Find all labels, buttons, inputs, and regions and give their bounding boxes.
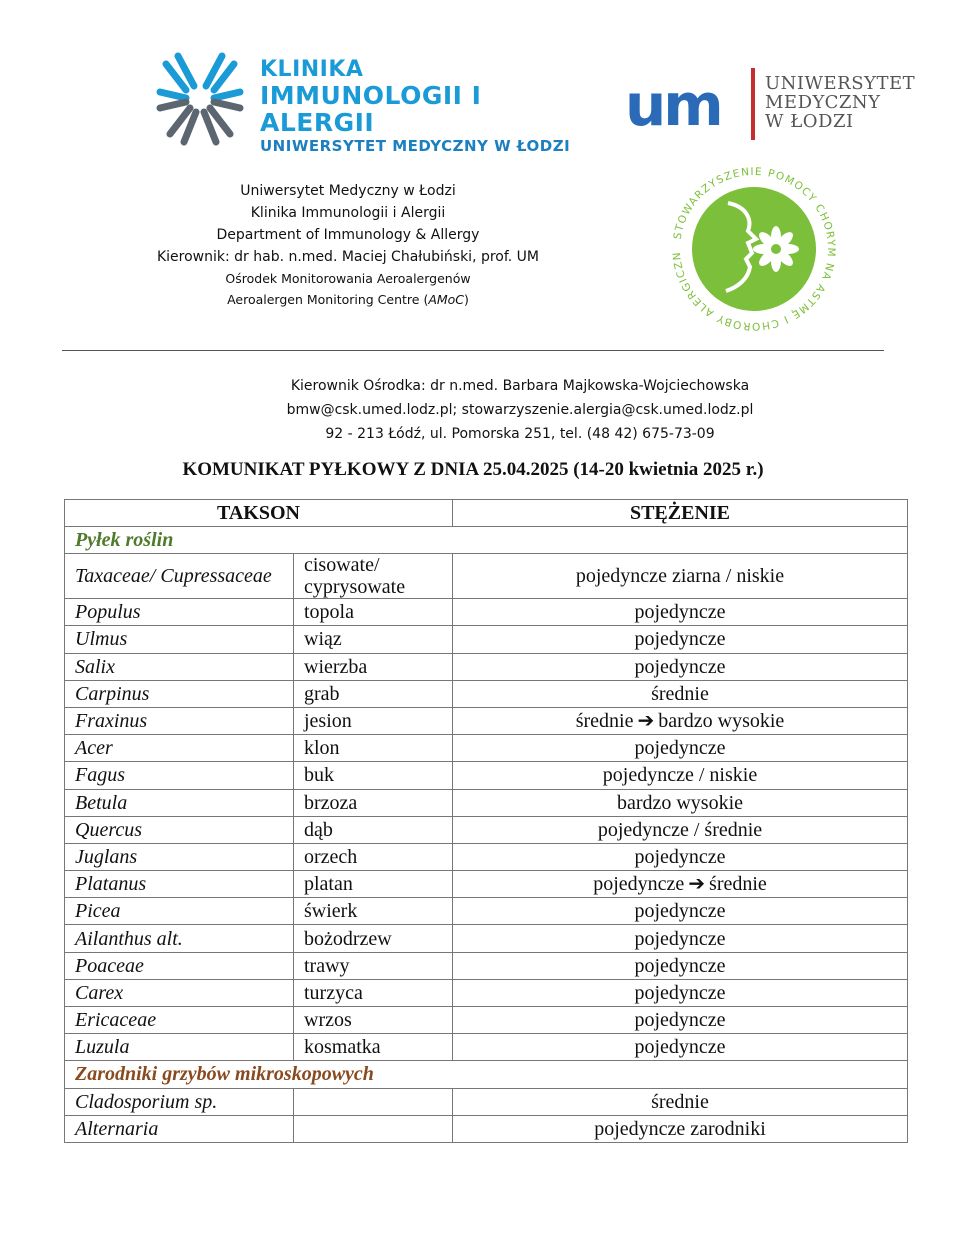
cell-latin: Populus: [65, 599, 294, 626]
table-row: [65, 1034, 908, 1061]
cell-latin: Acer: [65, 735, 294, 762]
arrow-right-icon: ➔: [688, 873, 706, 896]
info-line6-prefix: Aeroalergen Monitoring Centre (: [227, 292, 429, 307]
association-seal: [668, 163, 840, 335]
cell-level: pojedyncze / niskie: [453, 762, 908, 789]
cell-polish: świerk: [294, 898, 453, 925]
contact-address: 92 - 213 Łódź, ul. Pomorska 251, tel. (48 42) 675-73-09: [325, 426, 715, 442]
cell-polish: topola: [294, 599, 453, 626]
cell-latin: Carex: [65, 979, 294, 1006]
cell-latin: Quercus: [65, 816, 294, 843]
table-row: [65, 816, 908, 843]
table-header-row: [65, 500, 908, 527]
section-label-fungi: Zarodniki grzybów mikroskopowych: [65, 1061, 908, 1088]
contact-info: [250, 374, 790, 446]
pollen-table: [64, 499, 908, 1143]
cell-polish: orzech: [294, 843, 453, 870]
cell-latin: Betula: [65, 789, 294, 816]
table-row: [65, 1007, 908, 1034]
cell-level: pojedyncze: [453, 626, 908, 653]
um-divider: [751, 68, 755, 140]
table-row: [65, 554, 908, 599]
cell-latin: Picea: [65, 898, 294, 925]
cell-polish: trawy: [294, 952, 453, 979]
cell-polish: [294, 1115, 453, 1142]
cell-polish: jesion: [294, 707, 453, 734]
cell-level: pojedyncze: [453, 1007, 908, 1034]
cell-polish: dąb: [294, 816, 453, 843]
header-concentration: STĘŻENIE: [453, 500, 908, 527]
table-row: [65, 843, 908, 870]
table-row: [65, 680, 908, 707]
cell-polish: grab: [294, 680, 453, 707]
cell-latin: Salix: [65, 653, 294, 680]
cell-level: pojedyncze: [453, 735, 908, 762]
klinika-logo-line2: IMMUNOLOGII I ALERGII: [260, 81, 482, 137]
cell-latin: Fraxinus: [65, 707, 294, 734]
cell-level: średnie: [453, 680, 908, 707]
table-row: [65, 1088, 908, 1115]
cell-polish: kosmatka: [294, 1034, 453, 1061]
cell-polish: wiąz: [294, 626, 453, 653]
cell-level: pojedyncze: [453, 653, 908, 680]
table-row: [65, 789, 908, 816]
cell-latin: Ulmus: [65, 626, 294, 653]
info-line4: Kierownik: dr hab. n.med. Maciej Chałubiński, prof. UM: [156, 249, 540, 265]
table-row: [65, 898, 908, 925]
cell-polish: buk: [294, 762, 453, 789]
table-row: [65, 762, 908, 789]
cell-level: pojedyncze: [453, 599, 908, 626]
page-title: KOMUNIKAT PYŁKOWY Z DNIA 25.04.2025 (14-20 kwietnia 2025 r.): [182, 459, 764, 480]
table-row: [65, 735, 908, 762]
cell-latin: Ericaceae: [65, 1007, 294, 1034]
um-logo-line2: MEDYCZNY: [765, 92, 881, 113]
klinika-logo: [150, 48, 590, 155]
table-row: [65, 925, 908, 952]
section-row-fungi: [65, 1061, 908, 1088]
cell-latin: Carpinus: [65, 680, 294, 707]
level-from: pojedyncze: [593, 873, 685, 896]
level-to: średnie: [709, 873, 767, 896]
institution-info: [120, 180, 576, 310]
klinika-logo-line1: KLINIKA: [260, 57, 364, 82]
cell-level: pojedyncze: [453, 925, 908, 952]
cell-level: pojedyncze / średnie: [453, 816, 908, 843]
klinika-logo-line3: UNIWERSYTET MEDYCZNY W ŁODZI: [260, 137, 571, 155]
table-row: [65, 952, 908, 979]
cell-polish: klon: [294, 735, 453, 762]
info-line2: Klinika Immunologii i Alergii: [250, 205, 446, 221]
info-line6-suffix: ): [464, 292, 469, 307]
cell-latin: Luzula: [65, 1034, 294, 1061]
cell-level: pojedyncze: [453, 843, 908, 870]
table-row: [65, 1115, 908, 1142]
table-row: [65, 653, 908, 680]
header-taxon: TAKSON: [65, 500, 453, 527]
cell-level: pojedyncze: [453, 898, 908, 925]
info-line5: Ośrodek Monitorowania Aeroalergenów: [225, 271, 471, 286]
info-line1: Uniwersytet Medyczny w Łodzi: [240, 183, 456, 199]
section-label-pollen: Pyłek roślin: [65, 527, 908, 554]
cell-level: pojedyncze: [453, 1034, 908, 1061]
cell-polish: [294, 1088, 453, 1115]
cell-level: bardzo wysokie: [453, 789, 908, 816]
cell-level: pojedyncze ziarna / niskie: [453, 554, 908, 599]
cell-latin: Fagus: [65, 762, 294, 789]
cell-latin: Taxaceae/ Cupressaceae: [65, 554, 294, 599]
cell-latin: Alternaria: [65, 1115, 294, 1142]
cell-polish: turzyca: [294, 979, 453, 1006]
cell-level: [453, 707, 908, 734]
cell-polish: wierzba: [294, 653, 453, 680]
um-logo: [625, 68, 935, 140]
cell-polish: bożodrzew: [294, 925, 453, 952]
seal-text: STOWARZYSZENIE POMOCY CHORYM NA ASTMĘ I CHOROBY ALERGICZN: [670, 165, 838, 333]
um-logo-line3: W ŁODZI: [765, 111, 854, 132]
cell-level: pojedyncze: [453, 979, 908, 1006]
snowflake-allergy-icon: [150, 48, 250, 148]
info-line3: Department of Immunology & Allergy: [216, 227, 480, 243]
table-row: [65, 626, 908, 653]
info-line6: [120, 289, 576, 310]
cell-polish: cisowate/ cyprysowate: [294, 554, 453, 599]
contact-director: Kierownik Ośrodka: dr n.med. Barbara Majkowska-Wojciechowska: [290, 378, 750, 394]
cell-level: średnie: [453, 1088, 908, 1115]
cell-polish: platan: [294, 871, 453, 898]
cell-latin: Poaceae: [65, 952, 294, 979]
table-row: [65, 871, 908, 898]
cell-level: [453, 871, 908, 898]
header-divider: [62, 350, 884, 351]
section-row-pollen: [65, 527, 908, 554]
cell-polish: wrzos: [294, 1007, 453, 1034]
cell-level: pojedyncze: [453, 952, 908, 979]
table-row: [65, 599, 908, 626]
cell-latin: Ailanthus alt.: [65, 925, 294, 952]
contact-emails: bmw@csk.umed.lodz.pl; stowarzyszenie.alergia@csk.umed.lodz.pl: [286, 402, 754, 418]
level-from: średnie: [575, 710, 634, 733]
um-logo-line1: UNIWERSYTET: [765, 73, 916, 94]
cell-polish: brzoza: [294, 789, 453, 816]
um-mark: um: [625, 71, 721, 139]
table-row: [65, 979, 908, 1006]
cell-level: pojedyncze zarodniki: [453, 1115, 908, 1142]
level-to: bardzo wysokie: [658, 710, 785, 733]
cell-latin: Platanus: [65, 871, 294, 898]
cell-latin: Juglans: [65, 843, 294, 870]
cell-latin: Cladosporium sp.: [65, 1088, 294, 1115]
table-row: [65, 707, 908, 734]
arrow-right-icon: ➔: [637, 710, 655, 733]
info-line6-italic: AMoC: [428, 292, 465, 307]
